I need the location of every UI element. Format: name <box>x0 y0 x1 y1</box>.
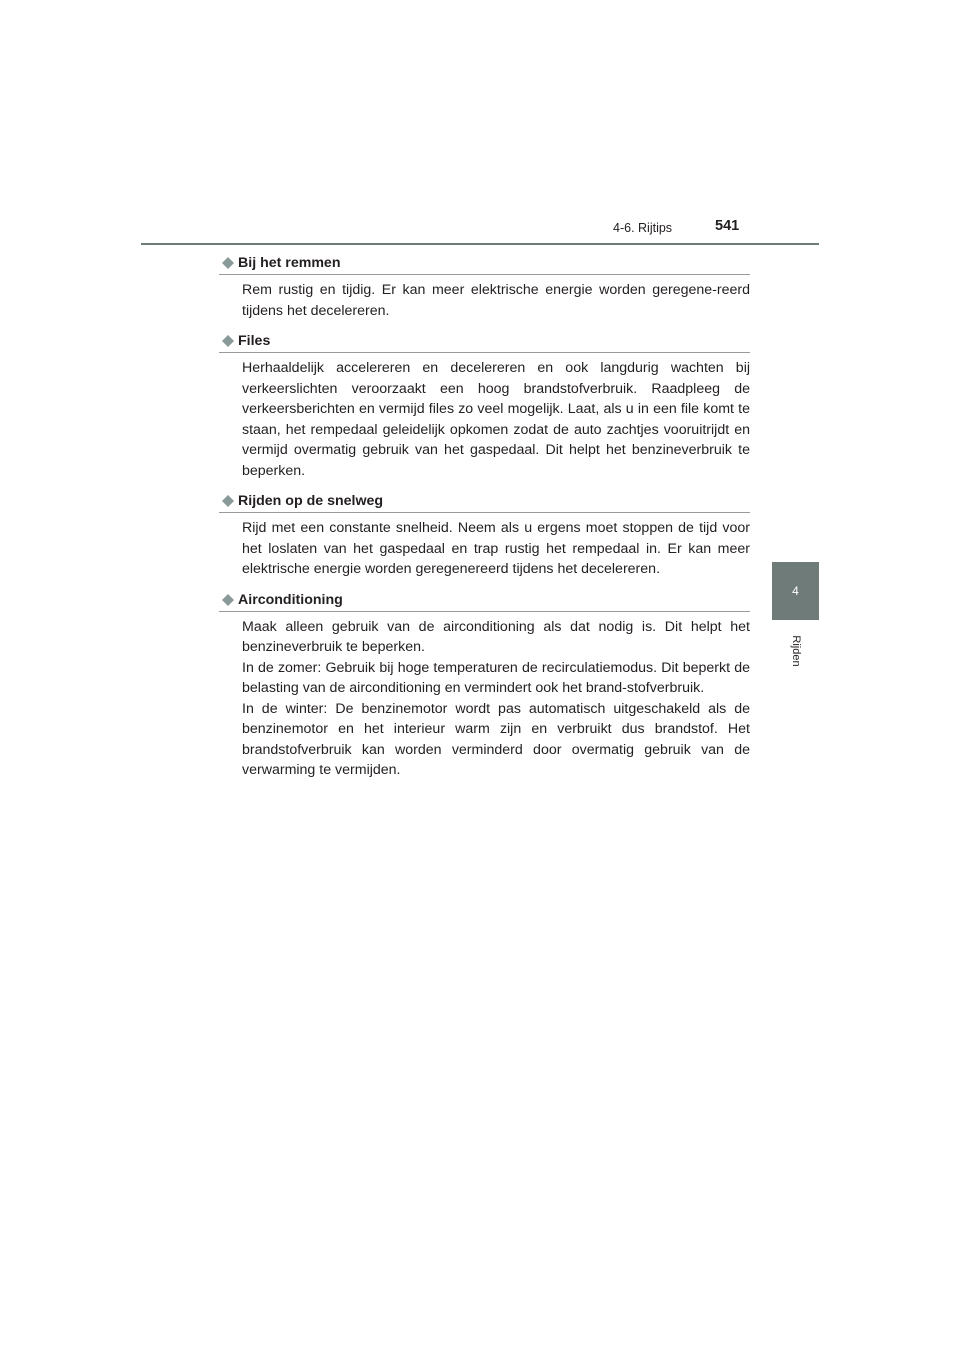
diamond-icon <box>222 495 234 507</box>
paragraph: Herhaaldelijk accelereren en decelereren en ook langdurig wachten bij verkeerslichten veroorzaakt een hoog brandstofverbruik. Raadpleeg de verkeersberichten en vermijd files zo veel mogelijk. Laat, als u in een file komt te staan, het rempedaal geleidelijk opkomen zodat de auto zachtjes vooruitrijdt en vermijd overmatig gebruik van het gaspedaal. Dit helpt het benzineverbruik te beperken. <box>242 360 750 479</box>
chapter-tab-label: Rijden <box>789 635 802 667</box>
diamond-icon <box>222 257 234 269</box>
section-body <box>242 353 750 481</box>
section-title: Airconditioning <box>238 591 343 608</box>
chapter-tab-number: 4 <box>772 562 819 620</box>
section-heading <box>219 590 750 612</box>
section-body <box>242 612 750 781</box>
section-air-conditioning <box>219 590 750 781</box>
paragraph: In de zomer: Gebruik bij hoge temperaturen de recirculatiemodus. Dit beperkt de belasting van de airconditioning en vermindert ook het brand-stofverbruik. <box>242 659 750 696</box>
section-braking <box>219 253 750 321</box>
section-heading <box>219 253 750 275</box>
paragraph: Rem rustig en tijdig. Er kan meer elektrische energie worden geregene-reerd tijdens het decelereren. <box>242 282 750 319</box>
section-heading <box>219 491 750 513</box>
paragraph: In de winter: De benzinemotor wordt pas automatisch uitgeschakeld als de benzinemotor en het interieur warm zijn en verbruikt dus brandstof. Het brandstofverbruik kan worden verminderd door overmatig gebruik van de verwarming te vermijden. <box>242 700 750 778</box>
section-body <box>242 275 750 321</box>
section-body <box>242 513 750 580</box>
page-number: 541 <box>715 218 740 234</box>
paragraph: Maak alleen gebruik van de airconditioning als dat nodig is. Dit helpt het benzineverbruik te beperken. <box>242 618 750 655</box>
section-highway <box>219 491 750 580</box>
paragraph: Rijd met een constante snelheid. Neem als u ergens moet stoppen de tijd voor het loslaten van het gaspedaal en trap rustig het rempedaal in. Er kan meer elektrische energie worden geregenereerd tijdens het decelereren. <box>242 520 750 577</box>
section-title: Bij het remmen <box>238 255 341 271</box>
header-section-label: 4-6. Rijtips <box>613 221 673 235</box>
section-heading <box>219 331 750 353</box>
section-title: Rijden op de snelweg <box>238 493 384 509</box>
chapter-tab <box>772 622 819 680</box>
section-title: Files <box>238 333 271 349</box>
section-traffic-jams <box>219 331 750 481</box>
main-content <box>219 253 750 781</box>
diamond-icon <box>222 594 234 606</box>
diamond-icon <box>222 335 234 347</box>
header-divider <box>141 243 819 245</box>
